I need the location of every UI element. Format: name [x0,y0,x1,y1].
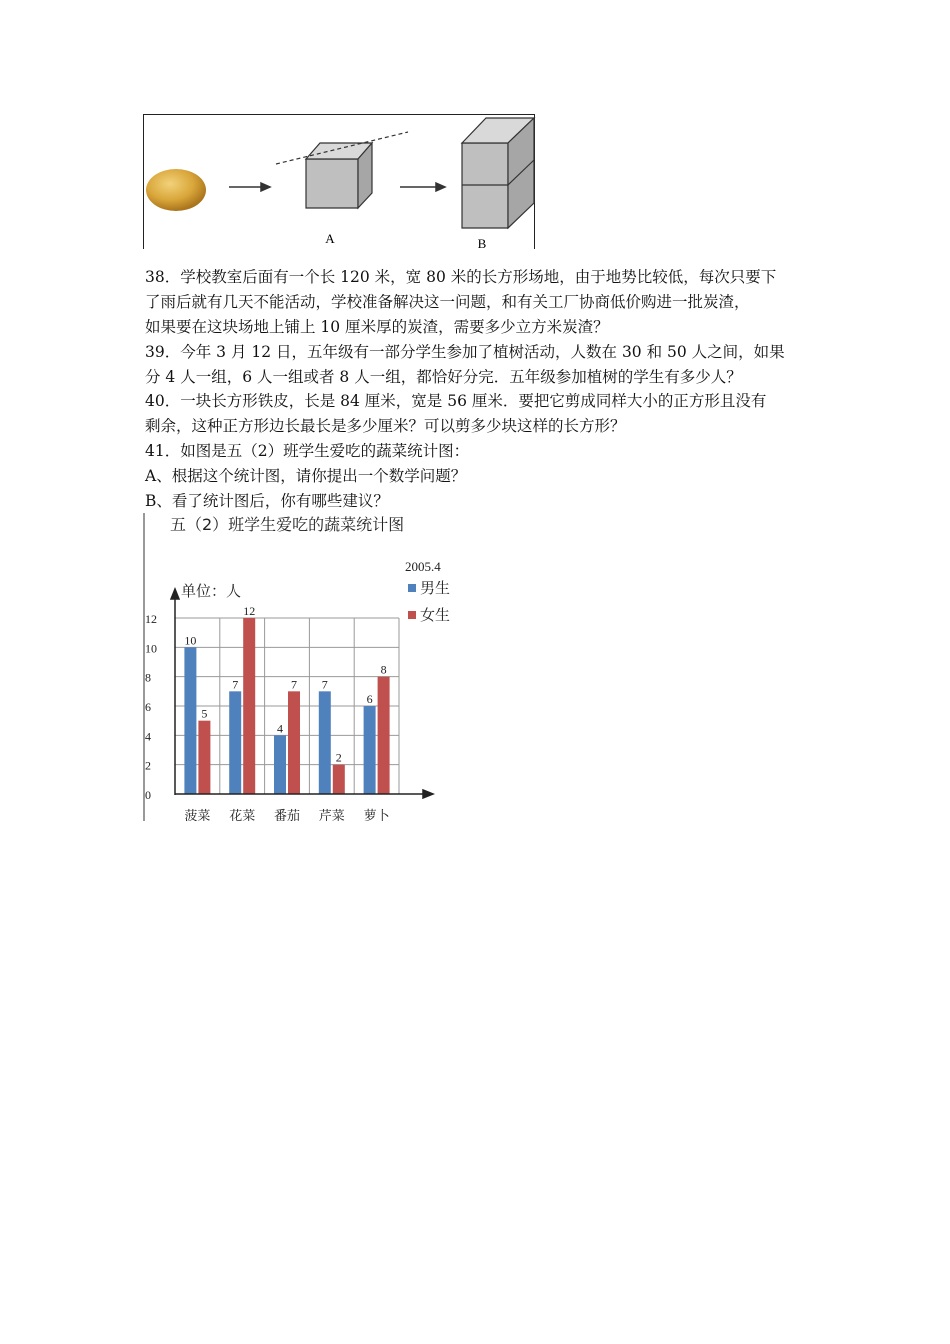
data-label: 8 [380,662,387,677]
question-38-line: 如果要在这块场地上铺上 10 厘米厚的炭渣，需要多少立方米炭渣？ [145,317,609,336]
question-40 [145,389,825,439]
y-tick-label: 6 [145,700,151,714]
vegetable-bar-chart [143,513,463,821]
category-label: 芹菜 [318,809,345,821]
potato-cube-drawing [144,115,536,250]
y-tick-label: 8 [145,670,151,685]
chart-categories [184,808,389,821]
bar-girls [333,765,345,794]
question-39-line: 分 4 人一组，6 人一组或者 8 人一组，都恰好分完．五年级参加植树的学生有多少人？ [145,367,742,386]
bar-girls [198,721,210,794]
data-label: 7 [232,677,239,692]
bar-girls [288,691,300,794]
bar-girls [378,677,390,794]
category-label: 萝卜 [363,809,390,821]
question-40-line: 40．一块长方形铁皮，长是 84 厘米，宽是 56 厘米．要把它剪成同样大小的正方形且没有 [145,392,767,410]
chart-y-ticks [145,612,157,802]
chart-legend [408,579,450,624]
chart-date: 2005.4 [405,559,441,574]
bar-boys [319,691,331,794]
legend-swatch [408,584,416,592]
y-tick-label: 12 [145,612,157,626]
question-41-line: 41．如图是五（2）班学生爱吃的蔬菜统计图： [145,442,470,460]
y-tick-label: 2 [145,758,151,773]
category-label: 菠菜 [184,809,211,821]
potato-image [146,169,206,211]
bar-girls [243,618,255,794]
vegetable-chart-svg [143,513,463,821]
data-label: 7 [291,677,297,692]
question-38-line: 了雨后就有几天不能活动，学校准备解决这一问题，和有关工厂协商低价购进一批炭渣， [145,292,750,311]
question-38-line: 38．学校教室后面有一个长 120 米，宽 80 米的长方形场地，由于地势比较低，每次只要下 [145,268,777,286]
legend-label: 男生 [420,579,451,597]
cube-b-stack [462,118,534,228]
question-41-line: B、看了统计图后，你有哪些建议？ [145,491,389,510]
cube-a [306,143,372,208]
potato-cube-figure [143,114,535,249]
chart-title: 五（2）班学生爱吃的蔬菜统计图 [170,515,405,534]
question-39-line: 39．今年 3 月 12 日，五年级有一部分学生参加了植树活动，人数在 30 和 50 人之间，如果 [145,343,785,361]
data-label: 10 [184,633,197,648]
chart-unit-label: 单位：人 [181,582,242,600]
bar-boys [229,691,241,794]
bar-boys [274,735,286,794]
legend-swatch [408,611,416,619]
legend-label: 女生 [420,606,451,624]
question-40-line: 剩余，这种正方形边长最长是多少厘米？可以剪多少块这样的长方形？ [145,416,626,435]
y-tick-label: 0 [145,788,151,802]
label-b: B [477,236,487,250]
data-label: 5 [201,706,208,721]
label-a: A [325,231,335,246]
bar-boys [184,647,196,794]
y-tick-label: 10 [145,641,157,656]
data-label: 2 [335,750,342,765]
question-41 [145,439,825,513]
question-38 [145,265,825,339]
question-39 [145,340,825,390]
data-label: 7 [321,677,328,692]
data-label: 12 [243,604,256,618]
arrow-icon-1 [229,183,270,191]
bar-boys [364,706,376,794]
data-label: 4 [277,721,283,736]
arrow-icon-2 [400,183,445,191]
question-41-line: A、根据这个统计图，请你提出一个数学问题？ [145,466,467,485]
category-label: 花菜 [229,809,256,821]
data-label: 6 [366,692,373,706]
y-tick-label: 4 [145,729,151,744]
category-label: 番茄 [273,809,301,821]
